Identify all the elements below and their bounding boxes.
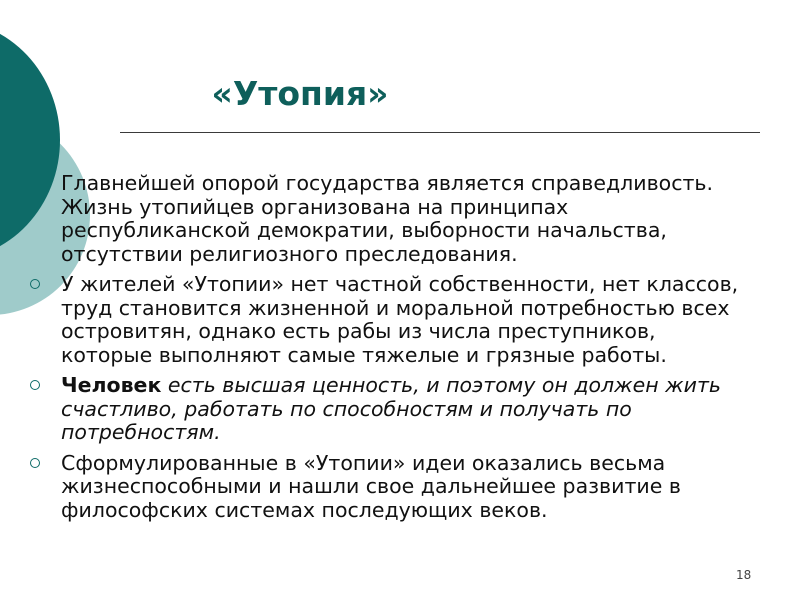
page-number: 18	[736, 568, 752, 582]
bullet-circle-icon	[30, 458, 40, 468]
bullet-text: У жителей «Утопии» нет частной собственности, нет классов, труд становится жизненной и моральной потребностью всех островитян, однако есть рабы из числа преступников, которые выполняют самые тяжелые и грязные работы.	[61, 272, 739, 367]
bullet-bold-term: Человек	[61, 373, 162, 397]
paragraph-text: Главнейшей опорой государства является справедливость. Жизнь утопийцев организована на принципах республиканской демократии, выборности начальства, отсутствии религиозного преследования.	[61, 171, 714, 266]
bullet-item-human-value	[30, 374, 750, 445]
bullet-text: Сформулированные в «Утопии» идеи оказались весьма жизнеспособными и нашли свое дальнейшее развитие в философских системах последующих веков.	[61, 450, 681, 522]
title-divider	[120, 132, 760, 133]
bullet-italic-text: есть высшая ценность, и поэтому он должен жить счастливо, работать по способностям и получать по потребностям.	[61, 373, 721, 444]
bullet-item-legacy	[30, 452, 750, 523]
slide-title: «Утопия»	[211, 74, 389, 113]
bullet-circle-icon	[30, 380, 40, 390]
bullet-circle-icon	[30, 279, 40, 289]
paragraph-intro	[30, 172, 750, 266]
bullet-item-property	[30, 273, 750, 367]
slide-body	[30, 172, 750, 529]
